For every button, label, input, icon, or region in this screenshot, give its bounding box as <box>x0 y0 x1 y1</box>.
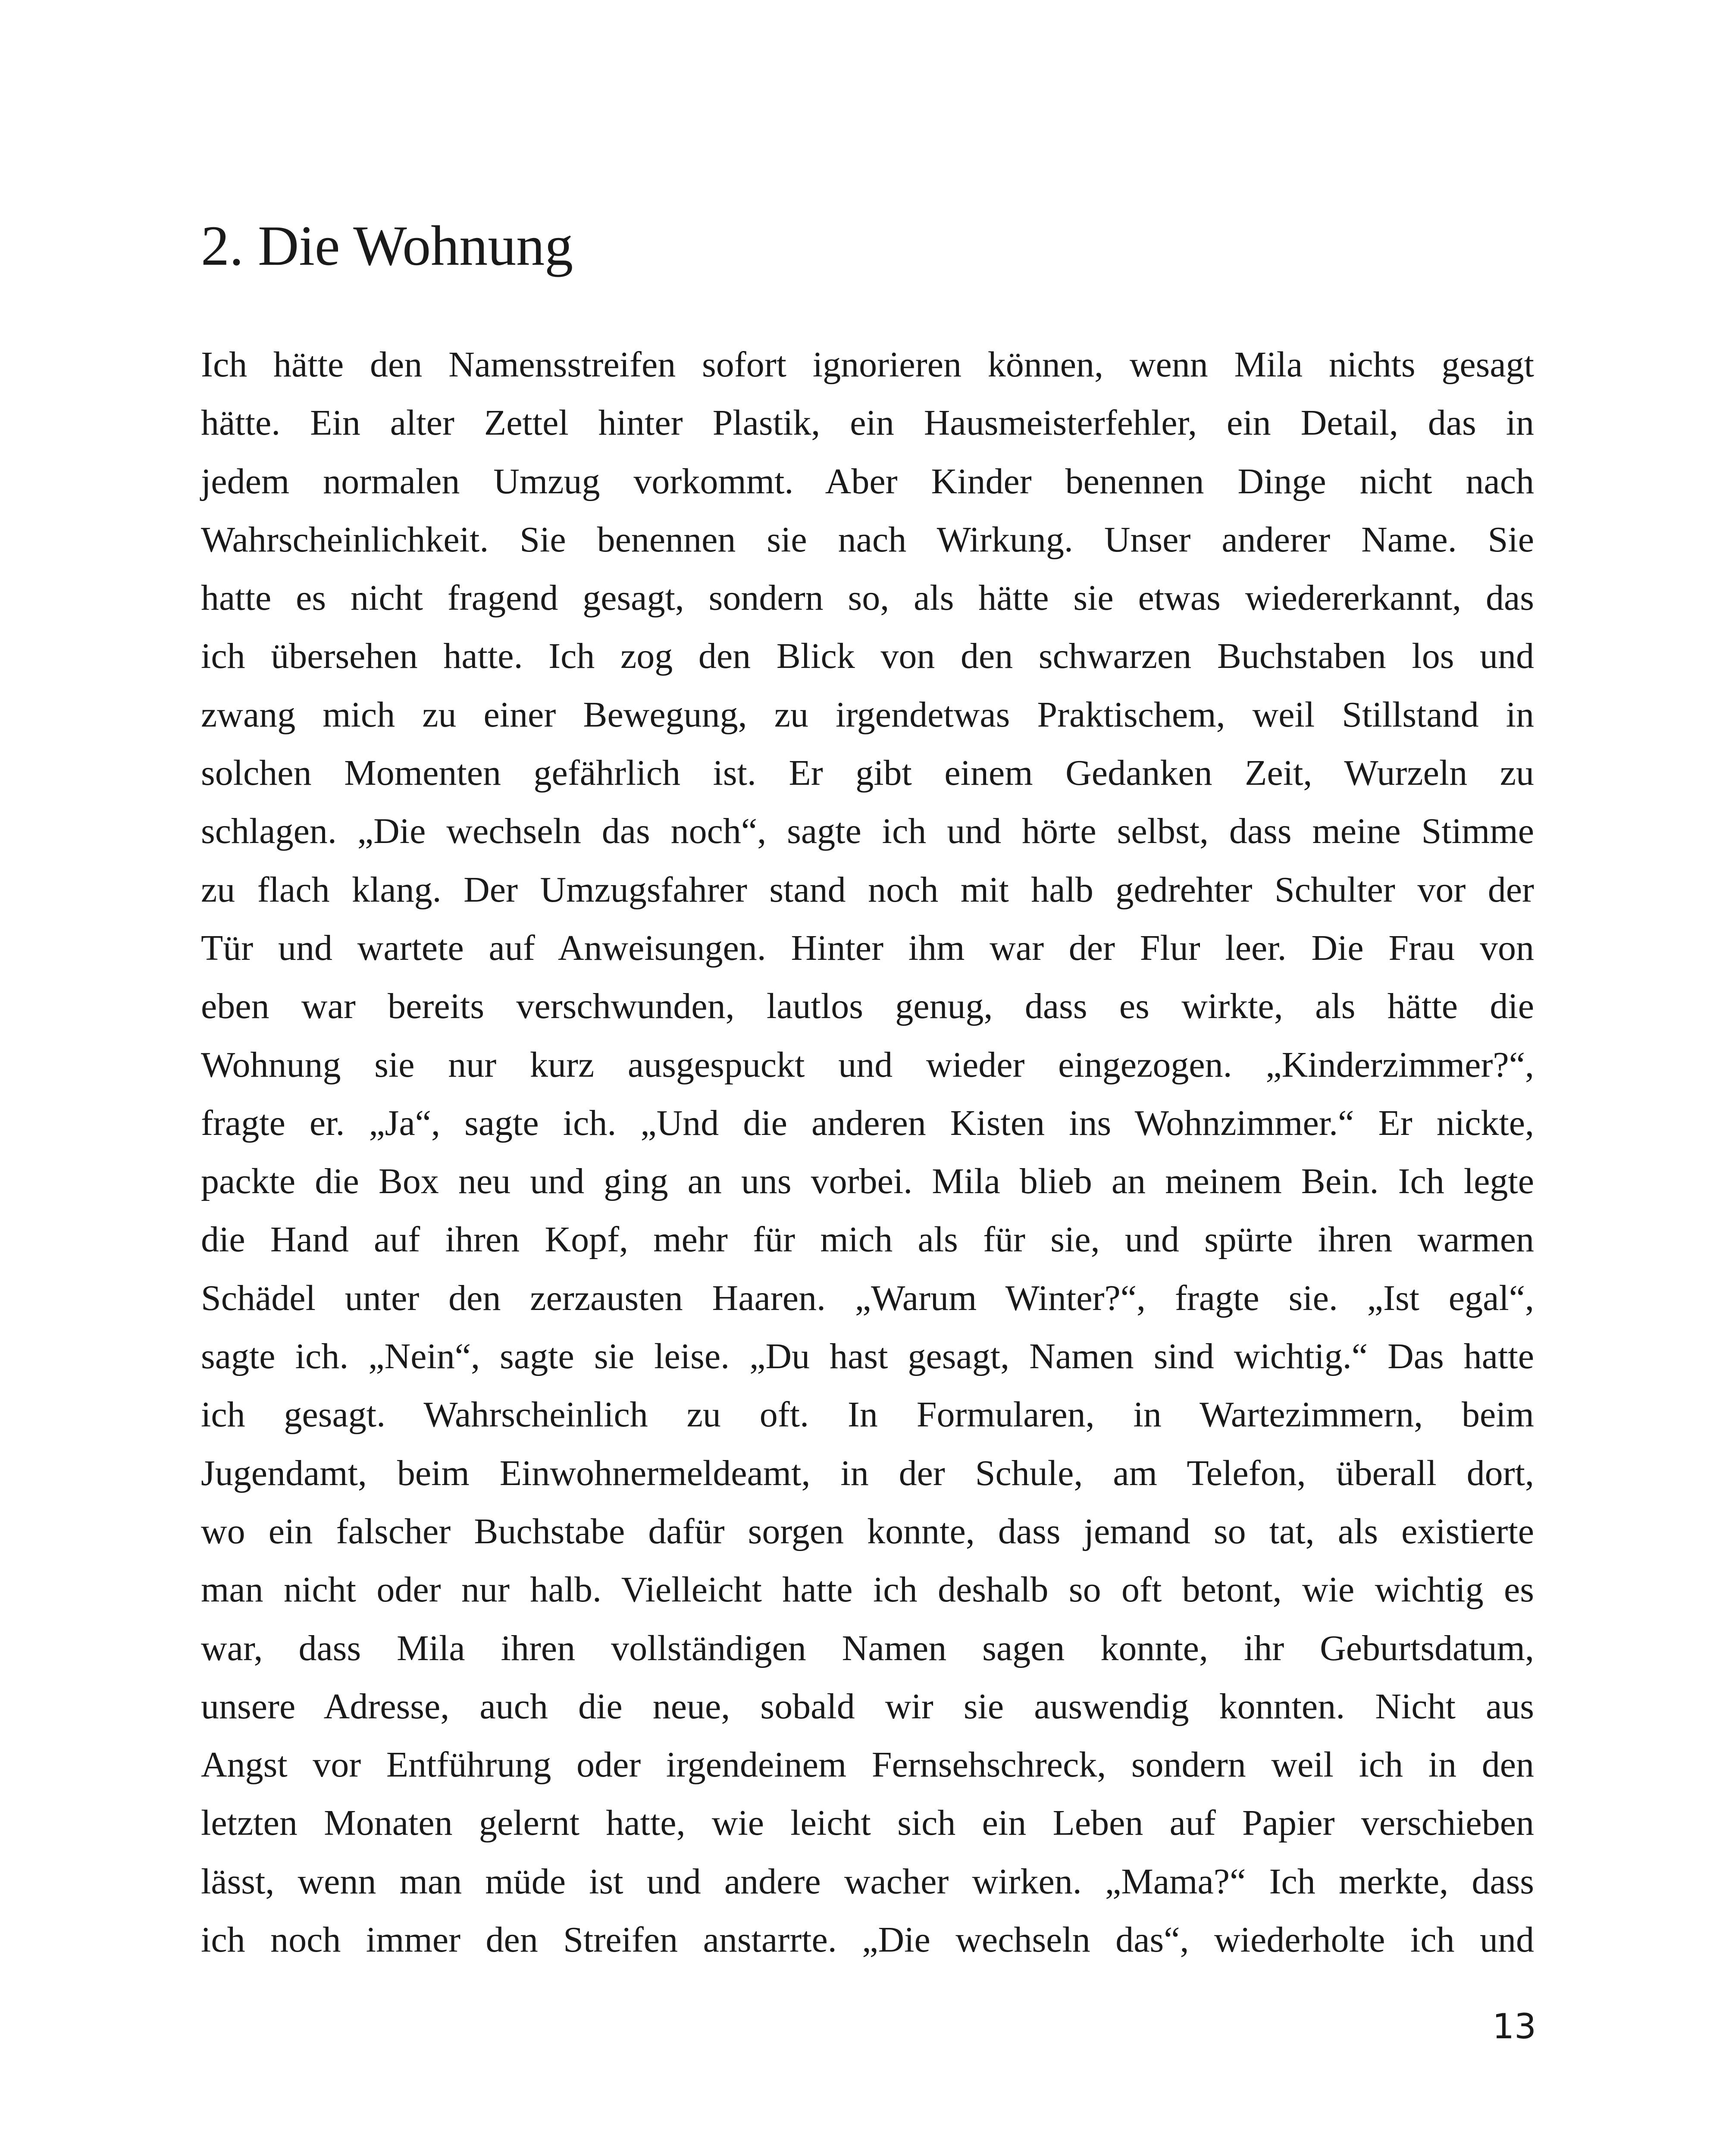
text-line: eben war bereits verschwunden, lautlos genug, dass es wirkte, als hätte die <box>201 986 1534 1027</box>
text-line: Wahrscheinlichkeit. Sie benennen sie nach Wirkung. Unser anderer Name. Sie <box>201 519 1534 560</box>
text-line: hatte es nicht fragend gesagt, sondern so, als hätte sie etwas wiedererkannt, das <box>201 578 1534 618</box>
text-line: Schädel unter den zerzausten Haaren. „Warum Winter?“, fragte sie. „Ist egal“, <box>201 1278 1534 1318</box>
text-line: Ich hätte den Namensstreifen sofort ignorieren können, wenn Mila nichts gesagt <box>201 345 1534 385</box>
text-line: sagte ich. „Nein“, sagte sie leise. „Du hast gesagt, Namen sind wichtig.“ Das hatte <box>201 1336 1534 1377</box>
chapter-title: 2. Die Wohnung <box>201 214 573 277</box>
text-line: Angst vor Entführung oder irgendeinem Fernsehschreck, sondern weil ich in den <box>201 1745 1534 1785</box>
text-line: packte die Box neu und ging an uns vorbei. Mila blieb an meinem Bein. Ich legte <box>201 1161 1534 1202</box>
text-line: letzten Monaten gelernt hatte, wie leicht sich ein Leben auf Papier verschieben <box>201 1803 1534 1843</box>
text-line: zu flach klang. Der Umzugsfahrer stand noch mit halb gedrehter Schulter vor der <box>201 869 1534 910</box>
text-line: zwang mich zu einer Bewegung, zu irgendetwas Praktischem, weil Stillstand in <box>201 694 1534 735</box>
text-line: die Hand auf ihren Kopf, mehr für mich als für sie, und spürte ihren warmen <box>201 1219 1534 1260</box>
text-line: jedem normalen Umzug vorkommt. Aber Kinder benennen Dinge nicht nach <box>201 461 1534 501</box>
text-line: war, dass Mila ihren vollständigen Namen sagen konnte, ihr Geburtsdatum, <box>201 1628 1534 1668</box>
text-line: unsere Adresse, auch die neue, sobald wir sie auswendig konnten. Nicht aus <box>201 1686 1534 1727</box>
text-line: schlagen. „Die wechseln das noch“, sagte ich und hörte selbst, dass meine Stimme <box>201 811 1534 852</box>
text-line: fragte er. „Ja“, sagte ich. „Und die anderen Kisten ins Wohnzimmer.“ Er nickte, <box>201 1103 1534 1143</box>
text-line: Wohnung sie nur kurz ausgespuckt und wieder eingezogen. „Kinderzimmer?“, <box>201 1044 1534 1085</box>
page-number: 13 <box>1492 2006 1536 2046</box>
text-line: man nicht oder nur halb. Vielleicht hatte ich deshalb so oft betont, wie wichtig es <box>201 1570 1534 1610</box>
text-line: Tür und wartete auf Anweisungen. Hinter ihm war der Flur leer. Die Frau von <box>201 928 1534 968</box>
text-line: lässt, wenn man müde ist und andere wacher wirken. „Mama?“ Ich merkte, dass <box>201 1861 1534 1902</box>
text-line: ich noch immer den Streifen anstarrte. „Die wechseln das“, wiederholte ich und <box>201 1920 1534 1960</box>
text-line: solchen Momenten gefährlich ist. Er gibt einem Gedanken Zeit, Wurzeln zu <box>201 753 1534 793</box>
text-line: Jugendamt, beim Einwohnermeldeamt, in der Schule, am Telefon, überall dort, <box>201 1453 1534 1493</box>
text-line: hätte. Ein alter Zettel hinter Plastik, ein Hausmeisterfehler, ein Detail, das in <box>201 403 1534 443</box>
body-text <box>201 335 1534 1969</box>
text-line: ich übersehen hatte. Ich zog den Blick von den schwarzen Buchstaben los und <box>201 636 1534 677</box>
text-line: wo ein falscher Buchstabe dafür sorgen konnte, dass jemand so tat, als existierte <box>201 1511 1534 1551</box>
text-line: ich gesagt. Wahrscheinlich zu oft. In Formularen, in Wartezimmern, beim <box>201 1395 1534 1435</box>
